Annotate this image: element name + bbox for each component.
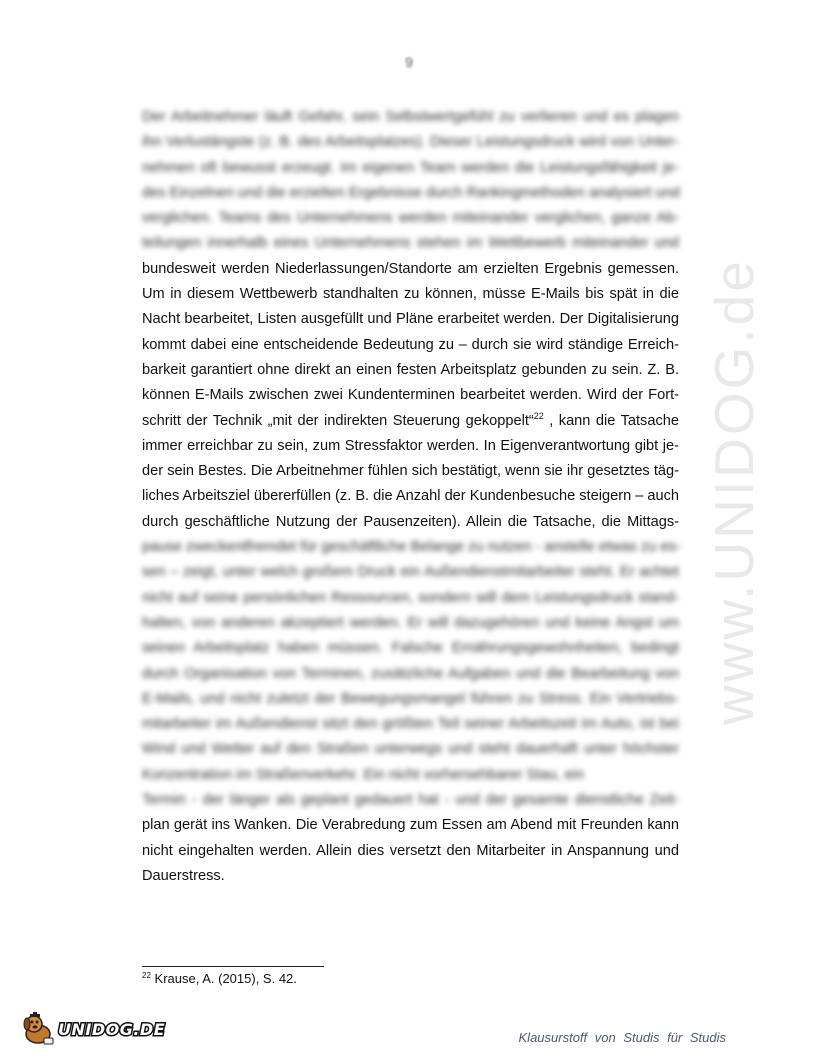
text-line-content: Um in diesem Wettbewerb standhalten zu können, müsse E-Mails bis spät in die bbox=[142, 286, 679, 303]
text-line-content: immer erreichbar zu sein, zum Stressfaktor werden. In Eigenverantwortung gibt je- bbox=[142, 437, 679, 454]
text-line bbox=[142, 484, 679, 509]
text-line bbox=[142, 231, 679, 256]
text-line-content: Termin - der länger als geplant gedauert hat - und der gesamte dienstliche Zeit- bbox=[142, 792, 679, 809]
text-line bbox=[142, 434, 679, 459]
text-line-content: Konzentration im Straßenverkehr. Ein nicht vorhersehbarer Stau, ein bbox=[142, 766, 585, 783]
text-line bbox=[142, 459, 679, 484]
text-line-content: Nacht bearbeitet, Listen ausgefüllt und Pläne erarbeitet werden. Der Digitalisierung bbox=[142, 311, 679, 328]
text-line-content: verglichen. Teams des Unternehmens werden miteinander verglichen, ganze Ab- bbox=[142, 210, 679, 227]
logo-text: UNIDOG.DE bbox=[58, 1019, 166, 1039]
text-line-content: nicht auf seine persönlichen Ressourcen, sondern will dem Leistungsdruck stand- bbox=[142, 589, 679, 606]
text-line-content: nicht eingehalten werden. Allein dies versetzt den Mitarbeiter in Anspannung und bbox=[142, 842, 679, 859]
text-line-content: durch geschäftliche Nutzung der Pausenzeiten). Allein die Tatsache, die Mittags- bbox=[142, 513, 679, 530]
footnote-reference: 22 bbox=[533, 410, 544, 421]
text-line-content: ihn Verlustängste (z. B. des Arbeitsplatzes). Dieser Leistungsdruck wird von Unter- bbox=[142, 134, 679, 151]
watermark: www.UNIDOG.de bbox=[703, 258, 765, 725]
text-line bbox=[142, 409, 679, 434]
text-line bbox=[142, 257, 679, 282]
footnote-rule bbox=[142, 966, 324, 967]
text-line-content: pause zweckentfremdet für geschäftliche Belange zu nutzen - anstelle etwas zu es- bbox=[142, 539, 681, 556]
text-line-content: Dauerstress. bbox=[142, 867, 225, 884]
text-line-content: seinen Arbeitsplatz haben müssen. Falsche Ernährungsgewohnheiten, bedingt bbox=[142, 640, 679, 657]
text-line-content: plan gerät ins Wanken. Die Verabredung zum Essen am Abend mit Freunden kann bbox=[142, 817, 679, 834]
text-line bbox=[142, 687, 679, 712]
page-number: 9 bbox=[405, 54, 413, 70]
text-line bbox=[142, 181, 679, 206]
text-line bbox=[142, 636, 679, 661]
footnote-number: 22 bbox=[142, 971, 151, 980]
text-line bbox=[142, 535, 679, 560]
text-line bbox=[142, 737, 679, 762]
unidog-logo bbox=[20, 1012, 165, 1046]
body-text bbox=[142, 105, 679, 889]
text-line bbox=[142, 358, 679, 383]
text-line-content: des Einzelnen und die erzielten Ergebnisse durch Rankingmethoden analysiert und bbox=[142, 184, 680, 201]
text-line-content: schritt der Technik „mit der indirekten Steuerung gekoppelt“ bbox=[142, 412, 534, 429]
footer-tagline: Klausurstoff von Studis für Studis bbox=[518, 1030, 726, 1045]
text-line bbox=[142, 712, 679, 737]
text-line bbox=[142, 510, 679, 535]
text-line bbox=[142, 839, 679, 864]
text-line bbox=[142, 383, 679, 408]
text-line bbox=[142, 611, 679, 636]
text-line-content: liches Arbeitsziel übererfüllen (z. B. die Anzahl der Kundenbesuche steigern – auch bbox=[142, 488, 680, 505]
text-line bbox=[142, 788, 679, 813]
text-line-content: Der Arbeitnehmer läuft Gefahr, sein Selbstwertgefühl zu verlieren und es plagen bbox=[142, 109, 679, 125]
text-line-continuation: , kann die Tatsache bbox=[543, 412, 679, 429]
text-line bbox=[142, 130, 679, 155]
text-line bbox=[142, 662, 679, 687]
footnote bbox=[142, 971, 297, 986]
text-line-content: können E-Mails zwischen zwei Kundenterminen bearbeitet werden. Wird der Fort- bbox=[142, 387, 679, 404]
dog-mascot-icon bbox=[20, 1012, 56, 1046]
text-line-content: der sein Bestes. Die Arbeitnehmer fühlen sich bestätigt, wenn sie ihr gesetztes täg- bbox=[142, 463, 679, 480]
text-line-content: mitarbeiter im Außendienst sitzt den größten Teil seiner Arbeitszeit im Auto, ist bei bbox=[142, 716, 679, 733]
text-line-content: kommt dabei eine entscheidende Bedeutung zu – durch sie wird ständige Erreich- bbox=[142, 336, 679, 353]
text-line-content: barkeit garantiert ohne direkt an einen festen Arbeitsplatz gebunden zu sein. Z. B. bbox=[142, 361, 679, 378]
text-line bbox=[142, 864, 679, 889]
text-line-content: teilungen innerhalb eines Unternehmens stehen im Wettbewerb miteinander und bbox=[142, 235, 679, 252]
text-line-content: nehmen oft bewusst erzeugt. Im eigenen Team werden die Leistungsfähigkeit je- bbox=[142, 159, 679, 176]
text-line bbox=[142, 763, 679, 788]
text-line-content: E-Mails, und nicht zuletzt der Bewegungsmangel führen zu Stress. Ein Vertriebs- bbox=[142, 690, 679, 707]
text-line-content: Wind und Wetter auf den Straßen unterwegs und steht dauerhaft unter höchster bbox=[142, 741, 679, 758]
text-line-content: halten, von anderen akzeptiert werden. Er will dazugehören und keine Angst um bbox=[142, 614, 679, 631]
text-line bbox=[142, 813, 679, 838]
text-line-content: sen – zeigt, unter welch großem Druck ein Außendienstmitarbeiter steht. Er achtet bbox=[142, 564, 679, 581]
text-line bbox=[142, 105, 679, 130]
text-line-content: bundesweit werden Niederlassungen/Standorte am erzielten Ergebnis gemessen. bbox=[142, 260, 679, 277]
text-line bbox=[142, 333, 679, 358]
text-line bbox=[142, 586, 679, 611]
text-line bbox=[142, 206, 679, 231]
text-line bbox=[142, 307, 679, 332]
footnote-text: Krause, A. (2015), S. 42. bbox=[154, 971, 297, 986]
text-line-content: durch Organisation von Terminen, zusätzliche Aufgaben und die Bearbeitung von bbox=[142, 665, 679, 682]
text-line bbox=[142, 560, 679, 585]
text-line bbox=[142, 156, 679, 181]
text-line bbox=[142, 282, 679, 307]
